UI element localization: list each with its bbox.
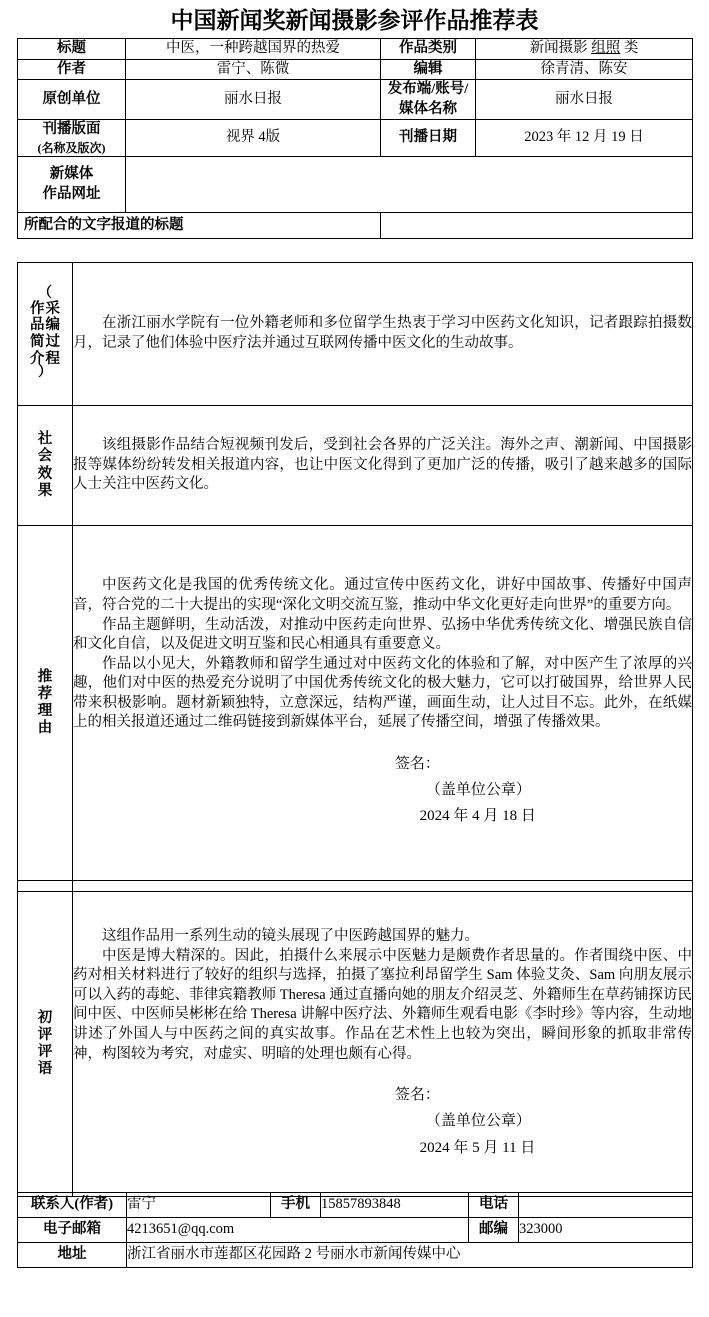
recommend-paragraph-1: 中医药文化是我国的优秀传统文化。通过宣传中医药文化，讲好中国故事、传播好中国声音，符合党的二十大提出的实现“深化文明交流互鉴，推动中华文化更好走向世界”的重要方向。 (73, 577, 692, 613)
recommend-char-1: 推 (37, 668, 53, 685)
review-char-4: 语 (37, 1061, 53, 1078)
label-platform (381, 80, 476, 120)
recommend-paragraph-3: 作品以小见大，外籍教师和留学生通过对中医药文化的体验和了解，对中医产生了浓厚的兴趣，他们对中医的热爱充分说明了中国优秀传统文化的极大魅力，它可以打破国界，给世界人民带来积极影响。题材新颖独特，立意深远，结构严谨，画面生动，让人过目不忘。此外，在纸媒上的相关报道还通过二维码链接到新媒体平台，延展了传播空间，增强了传播效果。 (73, 655, 692, 731)
intro-paren-bottom: ） (38, 365, 52, 381)
intro-char-8: 程 (45, 350, 60, 367)
value-postcode[interactable]: 323000 (519, 1218, 693, 1243)
label-category: 作品类别 (381, 39, 476, 60)
intro-char-5: 采 (45, 300, 60, 317)
label-page (18, 120, 126, 157)
page-title: 中国新闻奖新闻摄影参评作品推荐表 (170, 8, 539, 33)
table-row-companion-report (18, 213, 693, 239)
contact-row-person (18, 1193, 693, 1218)
label-email: 电子邮箱 (18, 1218, 127, 1243)
social-char-1: 社 (37, 431, 53, 448)
intro-paragraph-1: 在浙江丽水学院有一位外籍老师和多位留学生热衷于学习中医药文化知识，记者跟踪拍摄数月，记录了他们体验中医疗法并通过互联网传播中医文化的生动故事。 (73, 315, 692, 351)
label-recommend-reason (18, 526, 73, 881)
review-paragraph-2: 中医是博大精深的。因此，拍摄什么来展示中医魅力是颇费作者思量的。作者围绕中医、中药对相关材料进行了较好的组织与选择，拍摄了塞拉利昂留学生 Sam 体验艾灸、Sam 向朋友展示可以入药的毒蛇、菲律宾籍教师 Theresa 通过直播向她的朋友介绍灵芝、外籍师生在草药铺探访民间中医、中医师吴彬彬在给 Theresa 讲解中医疗法、外籍师生观看电影《李时珍》等内容，生动地讲述了外国人与中医药之间的真实故事。作品在艺术性上也较为突出，瞬间形象的抓取非常传神，构图较为考究，对虚实、明暗的处理也颇有心得。 (73, 947, 692, 1062)
review-char-1: 初 (37, 1009, 53, 1026)
recommend-label-stack (18, 669, 72, 737)
review-seal-label: （盖单位公章） (425, 1113, 531, 1130)
value-publish-date[interactable]: 2023 年 12 月 19 日 (476, 120, 693, 157)
recommend-paragraph-2: 作品主题鲜明，生动活泼，对推动中医药走向世界、弘扬中华优秀传统文化、增强民族自信和文化自信，以及促进文明互鉴和民心相通具有重要意义。 (73, 616, 692, 653)
initial-review-label-stack (18, 1010, 72, 1078)
intro-char-3: 简 (30, 334, 45, 350)
intro-char-6: 编 (45, 317, 60, 334)
table-row-page (18, 120, 693, 157)
label-initial-review (18, 892, 73, 1197)
label-newmedia-line1: 新媒体 (49, 165, 94, 182)
content-initial-review[interactable] (73, 892, 693, 1197)
intro-char-1: 作 (30, 300, 45, 317)
contact-table (17, 1192, 693, 1268)
label-postcode: 邮编 (469, 1218, 519, 1243)
table-row-author (18, 59, 693, 80)
recommend-char-3: 理 (37, 703, 53, 719)
section-row-recommend-reason (18, 526, 693, 881)
social-paragraph-1: 该组摄影作品结合短视频刊发后，受到社会各界的广泛关注。海外之声、潮新闻、中国摄影报等媒体纷纷转发相关报道内容，也让中医文化得到了更加广泛的传播，吸引了越来越多的国际人士关注中医药文化。 (73, 437, 692, 493)
value-title[interactable]: 中医，一种跨越国界的热爱 (126, 39, 381, 60)
social-effect-label-stack (18, 431, 72, 499)
section-row-social-effect (18, 406, 693, 526)
social-char-3: 效 (37, 465, 53, 482)
intro-label-col2 (46, 301, 61, 368)
value-origin-unit[interactable]: 丽水日报 (126, 80, 381, 120)
content-recommend-reason[interactable] (73, 526, 693, 881)
label-social-effect (18, 406, 73, 526)
value-contact-person[interactable]: 雷宁 (127, 1193, 271, 1218)
value-author[interactable]: 雷宁、陈微 (126, 59, 381, 80)
intro-label-stack (18, 301, 72, 368)
intro-char-7: 过 (45, 334, 60, 350)
review-char-2: 评 (37, 1026, 53, 1043)
category-prefix: 新闻摄影 (529, 40, 592, 56)
intro-paren-top: （ (38, 286, 52, 302)
label-page-line2: (名称及版次) (37, 140, 106, 155)
value-editor[interactable]: 徐青清、陈安 (476, 59, 693, 80)
recommend-date: 2024 年 4 月 18 日 (419, 808, 536, 825)
review-char-3: 评 (37, 1044, 53, 1060)
label-mobile: 手机 (271, 1193, 321, 1218)
value-phone[interactable] (519, 1193, 693, 1218)
label-address: 地址 (18, 1243, 127, 1268)
category-suffix: 类 (620, 40, 639, 56)
label-publish-date: 刊播日期 (381, 120, 476, 157)
label-author: 作者 (18, 59, 126, 80)
value-page[interactable]: 视界 4版 (126, 120, 381, 157)
table-row-title (18, 39, 693, 60)
value-category[interactable] (476, 39, 693, 60)
label-editor: 编辑 (381, 59, 476, 80)
label-page-line1: 刊播版面 (42, 121, 101, 138)
label-phone: 电话 (469, 1193, 519, 1218)
intro-label-col1 (30, 301, 45, 368)
content-social-effect[interactable] (73, 406, 693, 526)
spacer-right (73, 881, 693, 892)
contact-row-email (18, 1218, 693, 1243)
label-intro (18, 263, 73, 406)
label-origin-unit: 原创单位 (18, 80, 126, 120)
recommend-char-4: 由 (37, 720, 53, 737)
intro-char-4: 介 (30, 350, 45, 367)
value-mobile[interactable]: 15857893848 (321, 1193, 469, 1218)
label-newmedia-line2: 作品网址 (42, 185, 101, 202)
table-row-origin-unit (18, 80, 693, 120)
review-signature-block (73, 1082, 692, 1161)
table-row-newmedia-url (18, 157, 693, 213)
category-underlined: 组照 (591, 40, 621, 56)
social-char-4: 果 (37, 482, 53, 499)
value-newmedia-url[interactable] (126, 157, 693, 213)
label-companion-report: 所配合的文字报道的标题 (18, 213, 381, 239)
social-char-2: 会 (37, 448, 53, 465)
recommend-char-2: 荐 (37, 685, 53, 702)
value-address[interactable]: 浙江省丽水市莲都区花园路 2 号丽水市新闻传媒中心 (127, 1243, 693, 1268)
recommend-signature-block (73, 751, 692, 830)
label-contact-person: 联系人(作者) (18, 1193, 127, 1218)
value-email[interactable]: 4213651@qq.com (127, 1218, 469, 1243)
label-platform-line1: 发布端/账号/ (387, 81, 469, 98)
label-newmedia-url (18, 157, 126, 213)
value-platform[interactable]: 丽水日报 (476, 80, 693, 120)
contact-row-address (18, 1243, 693, 1268)
value-companion-report[interactable] (381, 213, 693, 239)
review-paragraph-1: 这组作品用一系列生动的镜头展现了中医跨越国界的魅力。 (102, 928, 479, 945)
label-title: 标题 (18, 39, 126, 60)
review-signature-label: 签名： (394, 1087, 440, 1104)
review-date: 2024 年 5 月 11 日 (419, 1139, 536, 1156)
section-row-initial-review (18, 892, 693, 1197)
recommendation-form-table (17, 38, 693, 239)
narrative-sections-table (17, 262, 693, 1197)
content-intro[interactable] (73, 263, 693, 406)
recommend-signature-label: 签名： (394, 755, 440, 772)
section-spacer (18, 881, 693, 892)
recommend-seal-label: （盖单位公章） (425, 782, 531, 799)
label-platform-line2: 媒体名称 (399, 100, 457, 117)
intro-char-2: 品 (30, 317, 45, 334)
spacer-left (18, 881, 73, 892)
section-row-intro (18, 263, 693, 406)
